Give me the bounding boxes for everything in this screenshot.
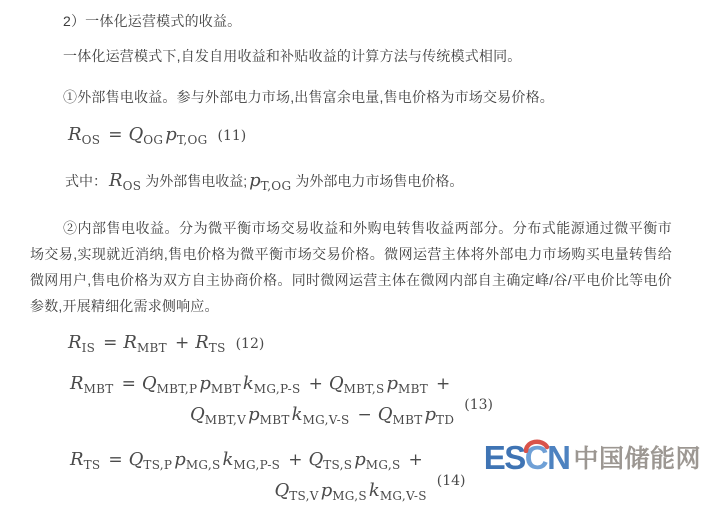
formula-segment: k (291, 404, 303, 425)
formula-segment: TS,P (143, 458, 173, 472)
formula-segment: MG,P-S (233, 458, 281, 472)
formula-12 (68, 328, 672, 363)
formula-segment: MG,V-S (379, 489, 427, 503)
formula-segment: 为外部售电收益; (145, 173, 248, 189)
formula-segment: + (288, 450, 303, 470)
formula-segment: MG,V-S (302, 413, 350, 427)
formula-13 (70, 371, 493, 433)
formula-segment: p (424, 404, 437, 425)
formula-segment: Q (377, 404, 393, 425)
formula-segment: MBT (83, 382, 114, 396)
formula-segment: R (70, 449, 84, 470)
formula-13-line1 (70, 373, 456, 396)
internal-sale-paragraph: ②内部售电收益。分为微平衡市场交易收益和外购电转售收益两部分。分布式能源通过微平衡市场交易,实现就近消纳,售电价格为微平衡市场交易价格。微网运营主体将外部电力市场购买电量转售给微网用户,售电价格为双方自主协商价格。同时微网运营主体在微网内部自主确定峰/谷/平电价比等电价参数,开展精细化需求侧响应。 (30, 220, 672, 314)
formula-segment: = (121, 374, 136, 394)
external-sale-paragraph: ①外部售电收益。参与外部电力市场,出售富余电量,售电价格为市场交易价格。 (63, 89, 554, 105)
formula-segment: MBT,V (204, 413, 247, 427)
escn-logo-letters (483, 438, 570, 476)
section-heading: 2）一体化运营模式的收益。 (63, 13, 242, 29)
logo-letter-n: N (547, 438, 570, 476)
logo-red-arc-icon (523, 438, 550, 453)
formula-segment: MBT (398, 382, 429, 396)
formula-segment: MBT,S (343, 382, 385, 396)
intro-paragraph: 一体化运营模式下,自发自用收益和补贴收益的计算方法与传统模式相同。 (63, 48, 522, 64)
formula-segment: p (354, 449, 366, 470)
formula-11-explanation (63, 166, 672, 201)
formula-segment: MBT (259, 413, 290, 427)
formula-segment: R (68, 332, 82, 353)
formula-segment: + (436, 374, 451, 394)
formula-segment: R (109, 170, 123, 191)
formula-segment: p (320, 480, 333, 501)
formula-segment: MG,S (365, 458, 401, 472)
formula-segment: R (68, 124, 82, 145)
formula-segment: MBT,P (156, 382, 198, 396)
formula-segment: + (308, 374, 323, 394)
formula-segment: R (123, 332, 137, 353)
logo-letter-e: E (483, 438, 505, 476)
formula-14 (70, 447, 465, 509)
formula-segment: = (103, 333, 118, 353)
formula-segment: Q (328, 373, 344, 394)
formula-segment: k (242, 373, 254, 394)
formula-13-body (70, 371, 456, 433)
logo-letter-c-glyph: C (524, 438, 548, 476)
formula-segment: MBT (210, 382, 241, 396)
formula-segment: MBT (136, 341, 167, 355)
logo-letter-s: S (504, 438, 525, 476)
formula-segment: Q (190, 404, 205, 425)
formula-segment: k (222, 449, 234, 470)
formula-segment: MBT (392, 413, 423, 427)
formula-segment: 式中： (65, 173, 107, 189)
formula-14-line2 (70, 478, 429, 509)
formula-segment: + (408, 450, 423, 470)
formula-segment: MG,S (332, 489, 367, 503)
formula-segment: Q (308, 449, 324, 470)
formula-13-line2 (70, 402, 456, 433)
formula-segment: p (386, 373, 398, 394)
formula-segment: OG (143, 133, 164, 147)
formula-segment: R (70, 373, 84, 394)
formula-segment: p (165, 124, 177, 145)
formula-segment: TS (208, 341, 226, 355)
formula-11-body (68, 124, 210, 147)
escn-logo (484, 439, 701, 475)
formula-segment: + (174, 333, 190, 353)
formula-segment: Q (274, 480, 290, 501)
formula-segment: Q (128, 124, 144, 145)
formula-segment: T,OG (176, 133, 208, 147)
formula-segment: TD (436, 413, 455, 427)
formula-segment: − (357, 405, 372, 425)
formula-segment: OS (81, 133, 101, 147)
logo-cn-text: 中国储能网 (573, 445, 701, 473)
formula-12-body (68, 332, 228, 355)
formula-segment: MG,S (185, 458, 221, 472)
formula-segment: R (195, 332, 209, 353)
formula-segment: = (108, 125, 123, 145)
formula-12-label: (12) (235, 336, 265, 352)
formula-segment: Q (128, 449, 144, 470)
formula-segment: TS (83, 458, 101, 472)
formula-13-label: (13) (464, 396, 494, 413)
formula-segment: p (199, 373, 211, 394)
formula-14-body (70, 447, 429, 509)
formula-14-label: (14) (436, 472, 466, 489)
formula-segment: OS (122, 179, 142, 193)
formula-segment: TS,V (289, 489, 319, 503)
formula-segment: MG,P-S (253, 382, 301, 396)
formula-segment: IS (81, 341, 96, 355)
logo-letter-c (524, 438, 548, 476)
formula-segment: k (368, 480, 380, 501)
formula-11-label: (11) (217, 128, 247, 144)
formula-segment: TS,S (323, 458, 353, 472)
formula-segment: 为外部电力市场售电价格。 (295, 173, 464, 189)
formula-14-line1 (70, 449, 429, 472)
formula-segment: p (248, 404, 260, 425)
formula-segment: p (249, 170, 261, 191)
formula-segment: = (108, 450, 123, 470)
formula-segment: T,OG (260, 179, 292, 193)
formula-11 (68, 120, 672, 155)
formula-segment: Q (141, 373, 157, 394)
formula-segment: p (174, 449, 186, 470)
